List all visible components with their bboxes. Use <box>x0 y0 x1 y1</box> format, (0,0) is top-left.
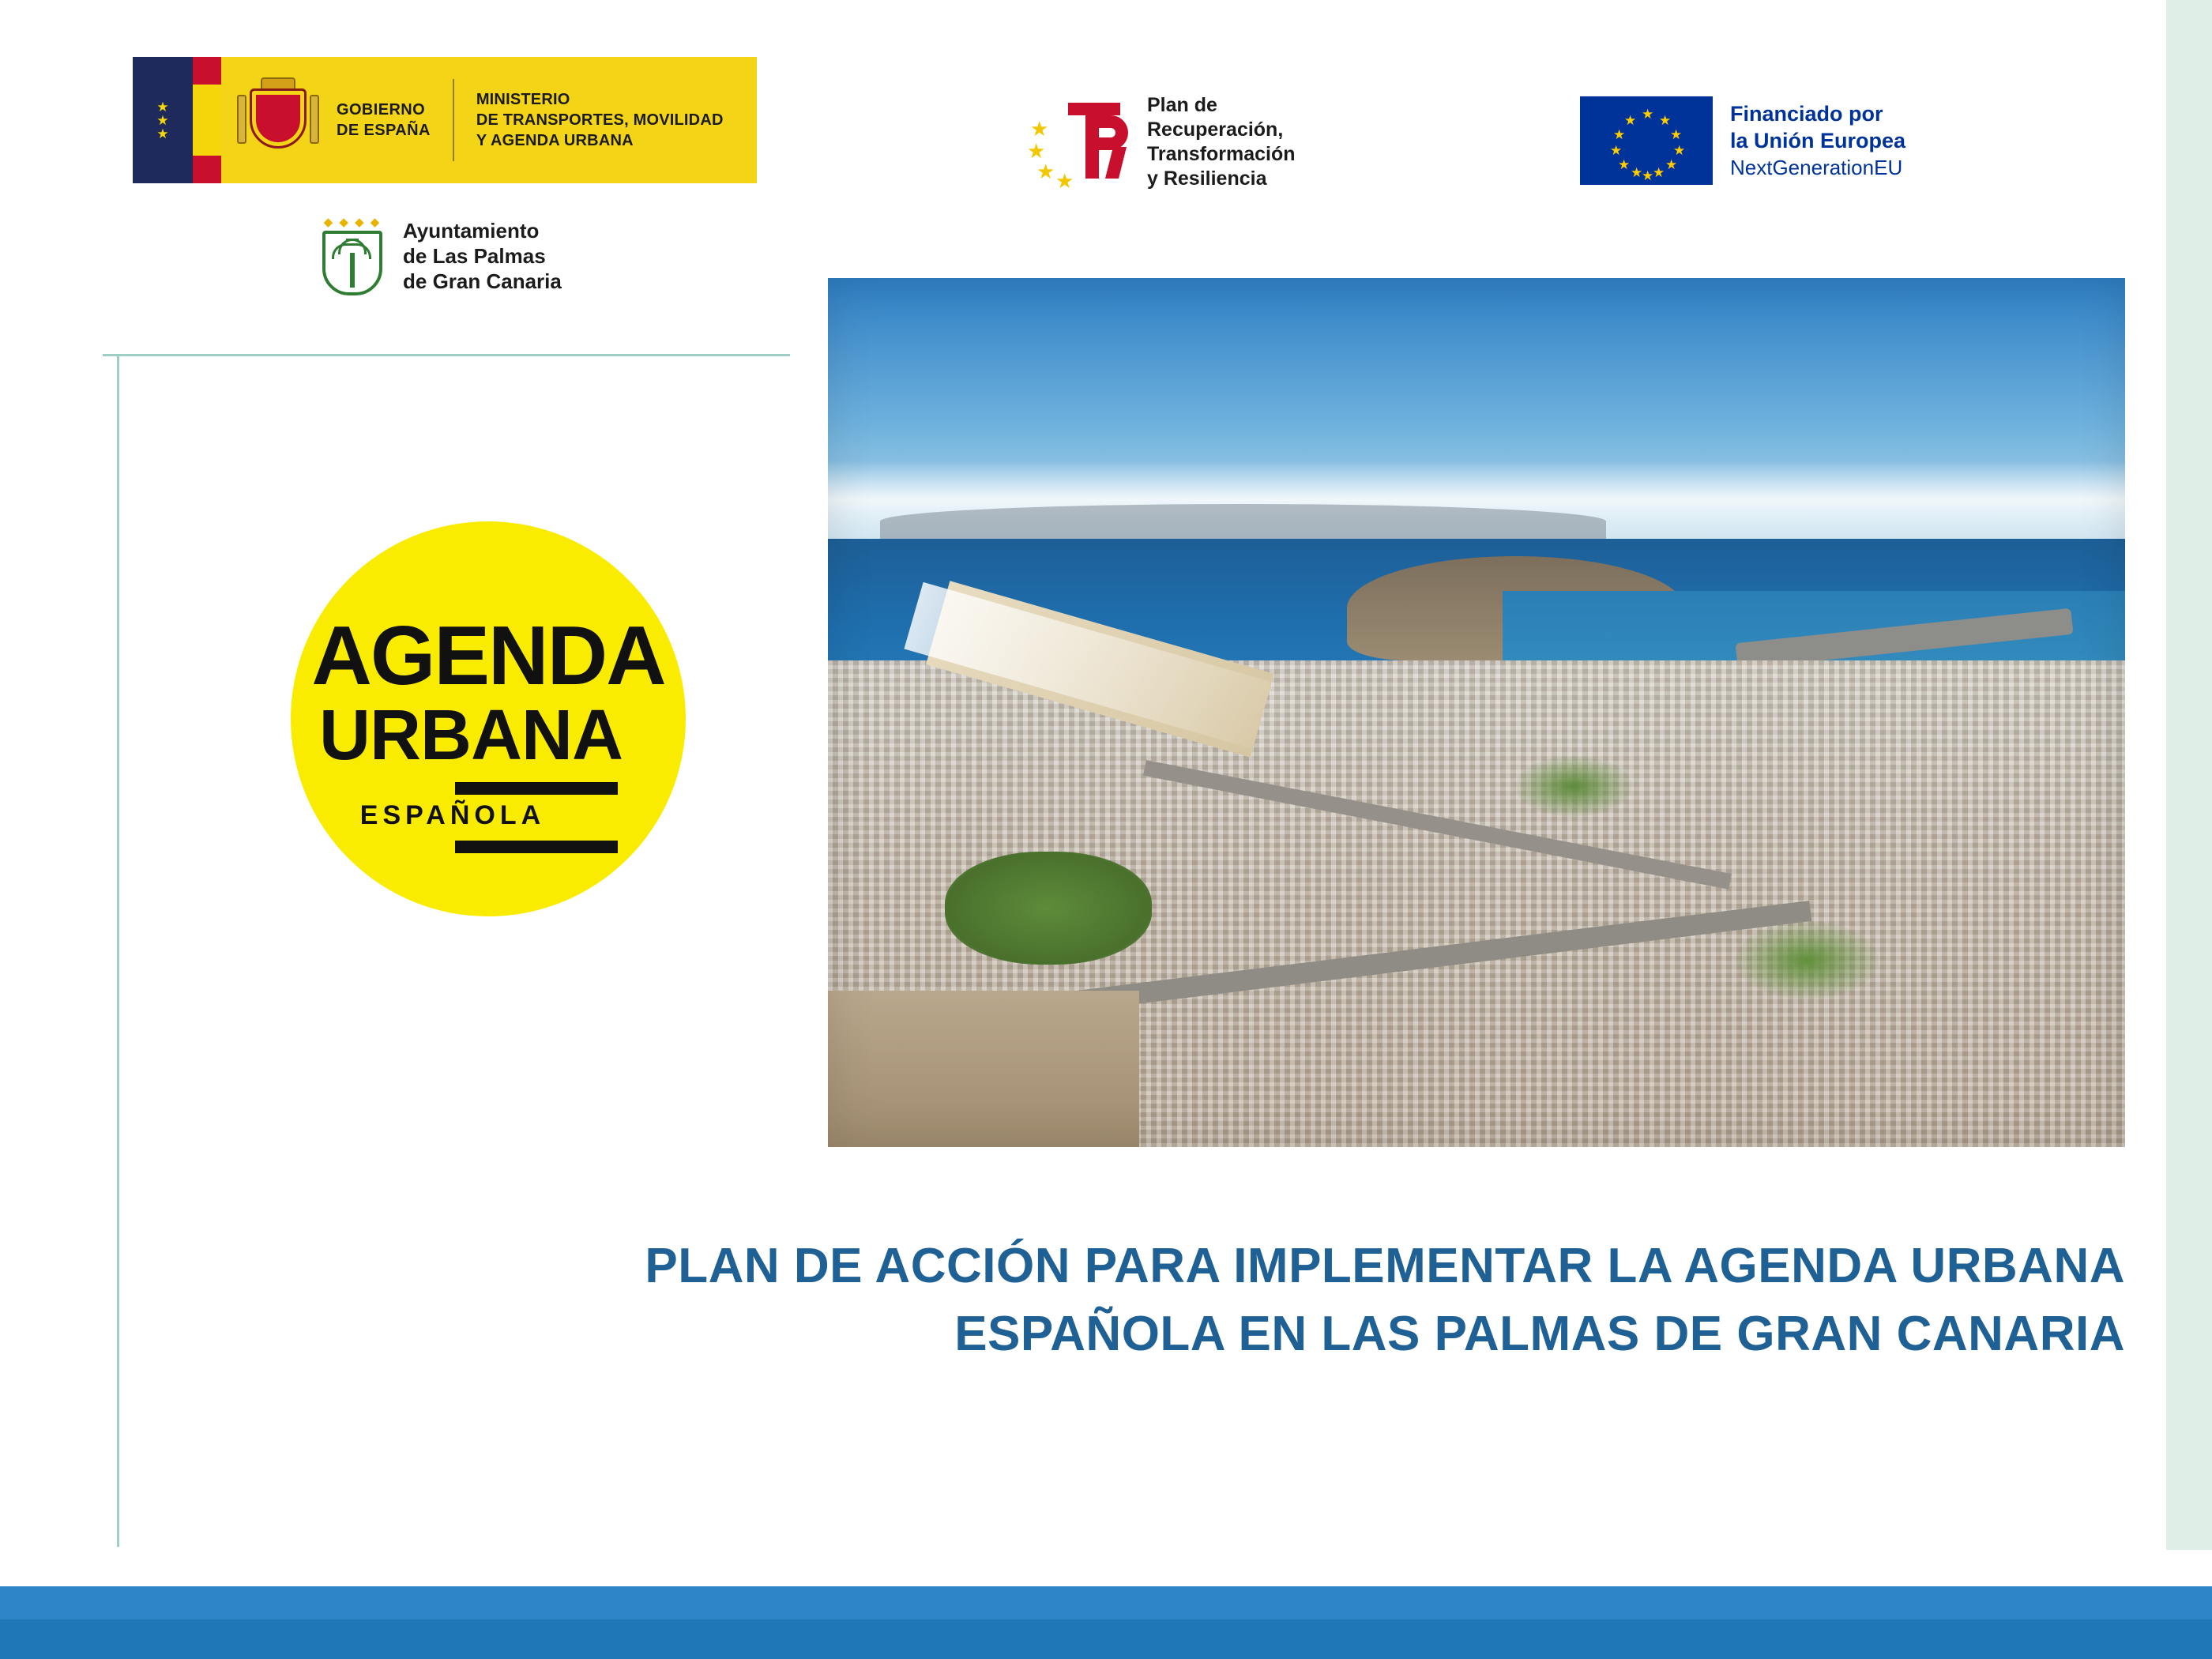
ministerio-label-line2: DE TRANSPORTES, MOVILIDAD <box>476 111 724 129</box>
prtr-logo-icon: ★ ★ ★ ★ <box>1027 98 1130 186</box>
prtr-line-4: y Resiliencia <box>1147 167 1267 190</box>
ministerio-panel <box>221 57 757 183</box>
ayuntamiento-line-2: de Las Palmas <box>403 244 546 268</box>
spain-coat-of-arms-icon <box>235 76 321 164</box>
footer-bar-upper <box>0 1586 2212 1620</box>
prtr-line-3: Transformación <box>1147 143 1296 165</box>
right-accent-band <box>2166 0 2212 1550</box>
prtr-line-1: Plan de <box>1147 94 1217 116</box>
prtr-text-block <box>1147 93 1296 191</box>
agenda-urbana-espanola-logo <box>291 521 686 916</box>
ayuntamiento-line-3: de Gran Canaria <box>403 269 562 293</box>
ayuntamiento-text-block <box>403 218 562 294</box>
eu-text-block <box>1730 100 1905 181</box>
eu-line-3: NextGenerationEU <box>1730 156 1903 179</box>
spain-flag-stripe-icon <box>193 57 221 183</box>
agenda-logo-line-1: AGENDA <box>311 609 665 702</box>
financiado-union-europea-logo <box>1580 96 1905 185</box>
plan-recuperacion-logo <box>1027 93 1296 191</box>
prtr-line-2: Recuperación, <box>1147 118 1284 141</box>
page-title-line-1: PLAN DE ACCIÓN PARA IMPLEMENTAR LA AGENDA URBANA <box>645 1239 2125 1293</box>
ministerio-label-line3: Y AGENDA URBANA <box>476 132 634 149</box>
page-title <box>300 1232 2125 1368</box>
gobierno-label-line2: DE ESPAÑA <box>337 122 431 139</box>
ayuntamiento-line-1: Ayuntamiento <box>403 219 540 243</box>
agenda-logo-line-3: ESPAÑOLA <box>359 800 546 830</box>
eu-line-1: Financiado por <box>1730 102 1883 126</box>
eu-stars-glyphs: ★ ★ ★ <box>156 99 169 141</box>
horizontal-guide-line <box>103 354 790 356</box>
page-title-line-2: ESPAÑOLA EN LAS PALMAS DE GRAN CANARIA <box>954 1307 2125 1361</box>
eu-flag-icon: ★ ★ ★ ★ ★ ★ ★ ★ ★ ★ ★ ★ <box>1580 96 1713 185</box>
eu-stars-block-icon <box>133 57 193 183</box>
gobierno-de-espana-logo <box>133 57 757 183</box>
vertical-guide-line <box>117 354 119 1547</box>
gobierno-text-block <box>337 79 724 161</box>
agenda-logo-line-2: URBANA <box>319 696 623 775</box>
ayuntamiento-las-palmas-logo <box>316 215 562 297</box>
logo-divider <box>453 79 454 161</box>
gobierno-label-line1: GOBIERNO <box>337 101 426 118</box>
ministerio-label-line1: MINISTERIO <box>476 91 570 108</box>
agenda-logo-bar-bottom <box>455 841 618 853</box>
footer-bar-lower <box>0 1620 2212 1659</box>
logo-row <box>0 47 2133 193</box>
las-palmas-coat-of-arms-icon: ◆ ◆ ◆ ◆ <box>316 215 389 297</box>
aerial-city-photo <box>828 278 2125 1147</box>
agenda-logo-bar-top <box>455 782 618 795</box>
eu-line-2: la Unión Europea <box>1730 129 1906 152</box>
